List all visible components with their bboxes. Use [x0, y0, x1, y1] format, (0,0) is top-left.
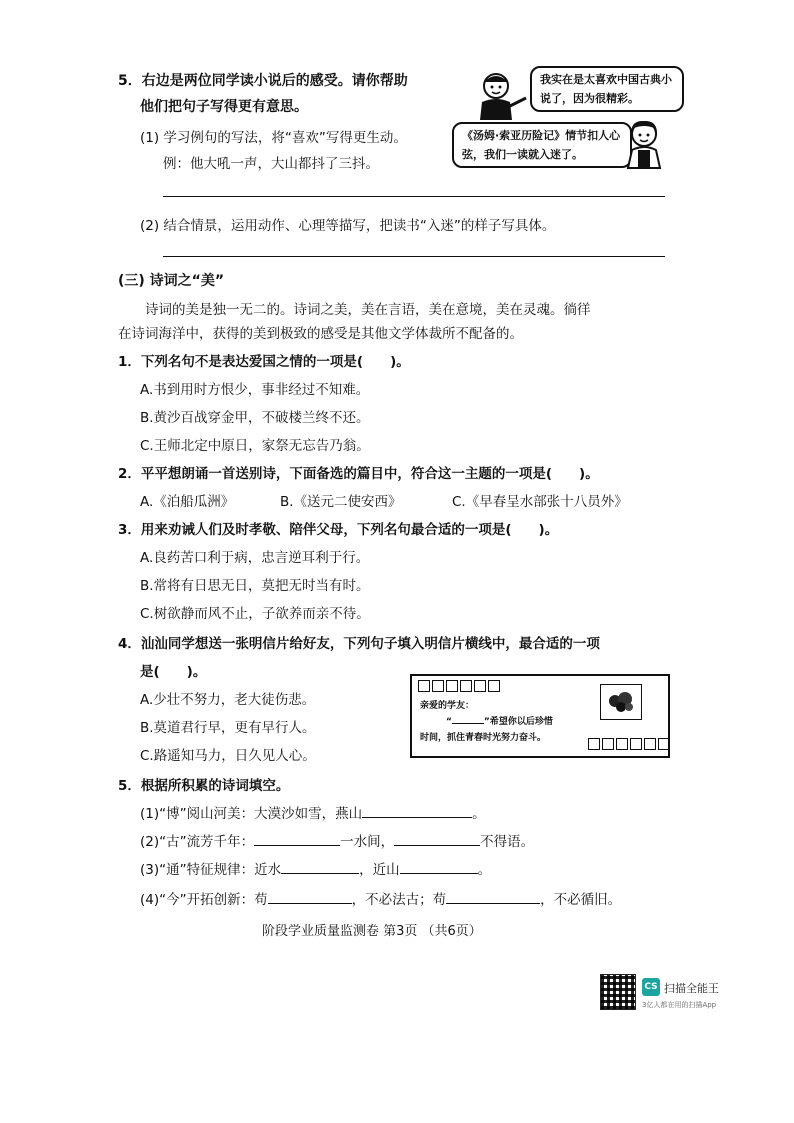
q2-stem: 2．平平想朗诵一首送别诗，下面备选的篇目中，符合这一主题的一项是( )。 — [118, 466, 599, 482]
fill-blank[interactable] — [362, 805, 472, 818]
speech-bubble-girl: 《汤姆·索亚历险记》情节扣人心弦，我们一读就入迷了。 — [452, 122, 632, 168]
q5-poem-stem: 5．根据所积累的诗词填空。 — [118, 778, 290, 794]
postcard-stamp — [600, 684, 642, 720]
q1-option-b[interactable]: B.黄沙百战穿金甲，不破楼兰终不还。 — [140, 410, 370, 426]
q2-option-c[interactable]: C.《早春呈水部张十八员外》 — [452, 494, 628, 510]
q5-sub2: (2) 结合情景，运用动作、心理等描写，把读书“入迷”的样子写具体。 — [140, 218, 556, 234]
q1-stem: 1．下列名句不是表达爱国之情的一项是( )。 — [118, 354, 410, 370]
q2-option-a[interactable]: A.《泊船瓜洲》 — [140, 494, 235, 510]
section-heading: (三) 诗词之“美” — [118, 273, 225, 289]
postcard-greeting: 亲爱的学友： — [420, 701, 475, 711]
postcard-zip-boxes — [418, 680, 502, 696]
q5-l3-text: (3)“通”特征规律：近水 — [140, 862, 282, 878]
postcard-line1-text: ”希望你以后珍惜 — [483, 717, 553, 727]
postcard-line1 — [446, 714, 553, 727]
q5-sub1: (1) 学习例句的写法，将“喜欢”写得更生动。 — [140, 130, 407, 146]
q5-title-line1: 5．右边是两位同学读小说后的感受。请你帮助 — [118, 73, 408, 89]
fill-blank[interactable] — [400, 861, 478, 874]
q5-example: 例：他大吼一声，大山都抖了三抖。 — [163, 156, 379, 172]
q3-option-a[interactable]: A.良药苦口利于病，忠言逆耳利于行。 — [140, 550, 370, 566]
qr-code-icon — [600, 974, 636, 1010]
q5-l2-end: 不得语。 — [480, 834, 535, 850]
postcard-line2: 时间，抓住青春时光努力奋斗。 — [420, 733, 547, 743]
section-intro-line1: 诗词的美是独一无二的。诗词之美，美在言语，美在意境，美在灵魂。徜徉 — [145, 302, 591, 318]
answer-line-2[interactable] — [163, 256, 665, 257]
q5-poem-line2 — [140, 830, 534, 850]
q4-option-c[interactable]: C.路遥知马力，日久见人心。 — [140, 748, 316, 764]
q2-option-b[interactable]: B.《送元二使安西》 — [280, 494, 402, 510]
q5-poem-line1 — [140, 802, 486, 822]
page-footer: 阶段学业质量监测卷 第3页 （共6页） — [262, 924, 482, 939]
girl-illustration — [618, 118, 670, 170]
postcard — [410, 674, 670, 758]
fill-blank[interactable] — [268, 891, 352, 904]
q5-l3-end: 。 — [477, 862, 492, 878]
q5-poem-line3 — [140, 858, 491, 878]
q5-title-line2: 他们把句子写得更有意思。 — [140, 99, 308, 115]
fill-blank[interactable] — [394, 833, 480, 846]
boy-illustration — [472, 70, 532, 122]
q3-option-c[interactable]: C.树欲静而风不止，子欲养而亲不待。 — [140, 606, 370, 622]
q5-l4-text: (4)“今”开拓创新：苟 — [140, 892, 268, 908]
q4-option-b[interactable]: B.莫道君行早，更有早行人。 — [140, 720, 316, 736]
q4-stem-line2: 是( )。 — [140, 664, 207, 680]
q3-stem: 3．用来劝诫人们及时孝敬、陪伴父母，下列名句最合适的一项是( )。 — [118, 522, 559, 538]
postcard-quote-open: “ — [446, 717, 452, 727]
postcard-sender-zip-boxes — [588, 738, 672, 754]
fill-blank[interactable] — [281, 861, 359, 874]
stamp-flower-icon — [601, 685, 641, 719]
scanner-logo-badge: CS — [642, 978, 660, 996]
scanner-tagline: 3亿人都在用的扫描App — [642, 1001, 717, 1009]
speech-bubble-boy: 我实在是太喜欢中国古典小说了，因为很精彩。 — [530, 66, 684, 112]
q1-option-c[interactable]: C.王师北定中原日，家祭无忘告乃翁。 — [140, 438, 370, 454]
scanner-app-name: 扫描全能王 — [664, 982, 719, 995]
q5-l1-text: (1)“博”阅山河美：大漠沙如雪，燕山 — [140, 806, 363, 822]
q4-stem-line1: 4．汕汕同学想送一张明信片给好友，下列句子填入明信片横线中，最合适的一项 — [118, 636, 600, 652]
q4-option-a[interactable]: A.少壮不努力，老大徒伤悲。 — [140, 692, 316, 708]
q5-poem-line4 — [140, 888, 621, 908]
fill-blank[interactable] — [254, 833, 340, 846]
q3-option-b[interactable]: B.常将有日思无日，莫把无时当有时。 — [140, 578, 370, 594]
q5-l3-mid: ，近山 — [359, 862, 400, 878]
q5-l2-mid: 一水间， — [340, 834, 395, 850]
q5-l1-end: 。 — [472, 806, 486, 822]
postcard-blank[interactable] — [452, 714, 484, 724]
q5-l2-text: (2)“古”流芳千年： — [140, 834, 255, 850]
q5-l4-mid: ，不必法古；苟 — [351, 892, 447, 908]
q1-option-a[interactable]: A.书到用时方恨少，事非经过不知难。 — [140, 382, 370, 398]
section-intro-line2: 在诗词海洋中，获得的美到极致的感受是其他文学体裁所不配备的。 — [118, 326, 523, 342]
answer-line-1[interactable] — [163, 196, 665, 197]
q5-l4-end: ，不必循旧。 — [540, 892, 622, 908]
fill-blank[interactable] — [446, 891, 540, 904]
